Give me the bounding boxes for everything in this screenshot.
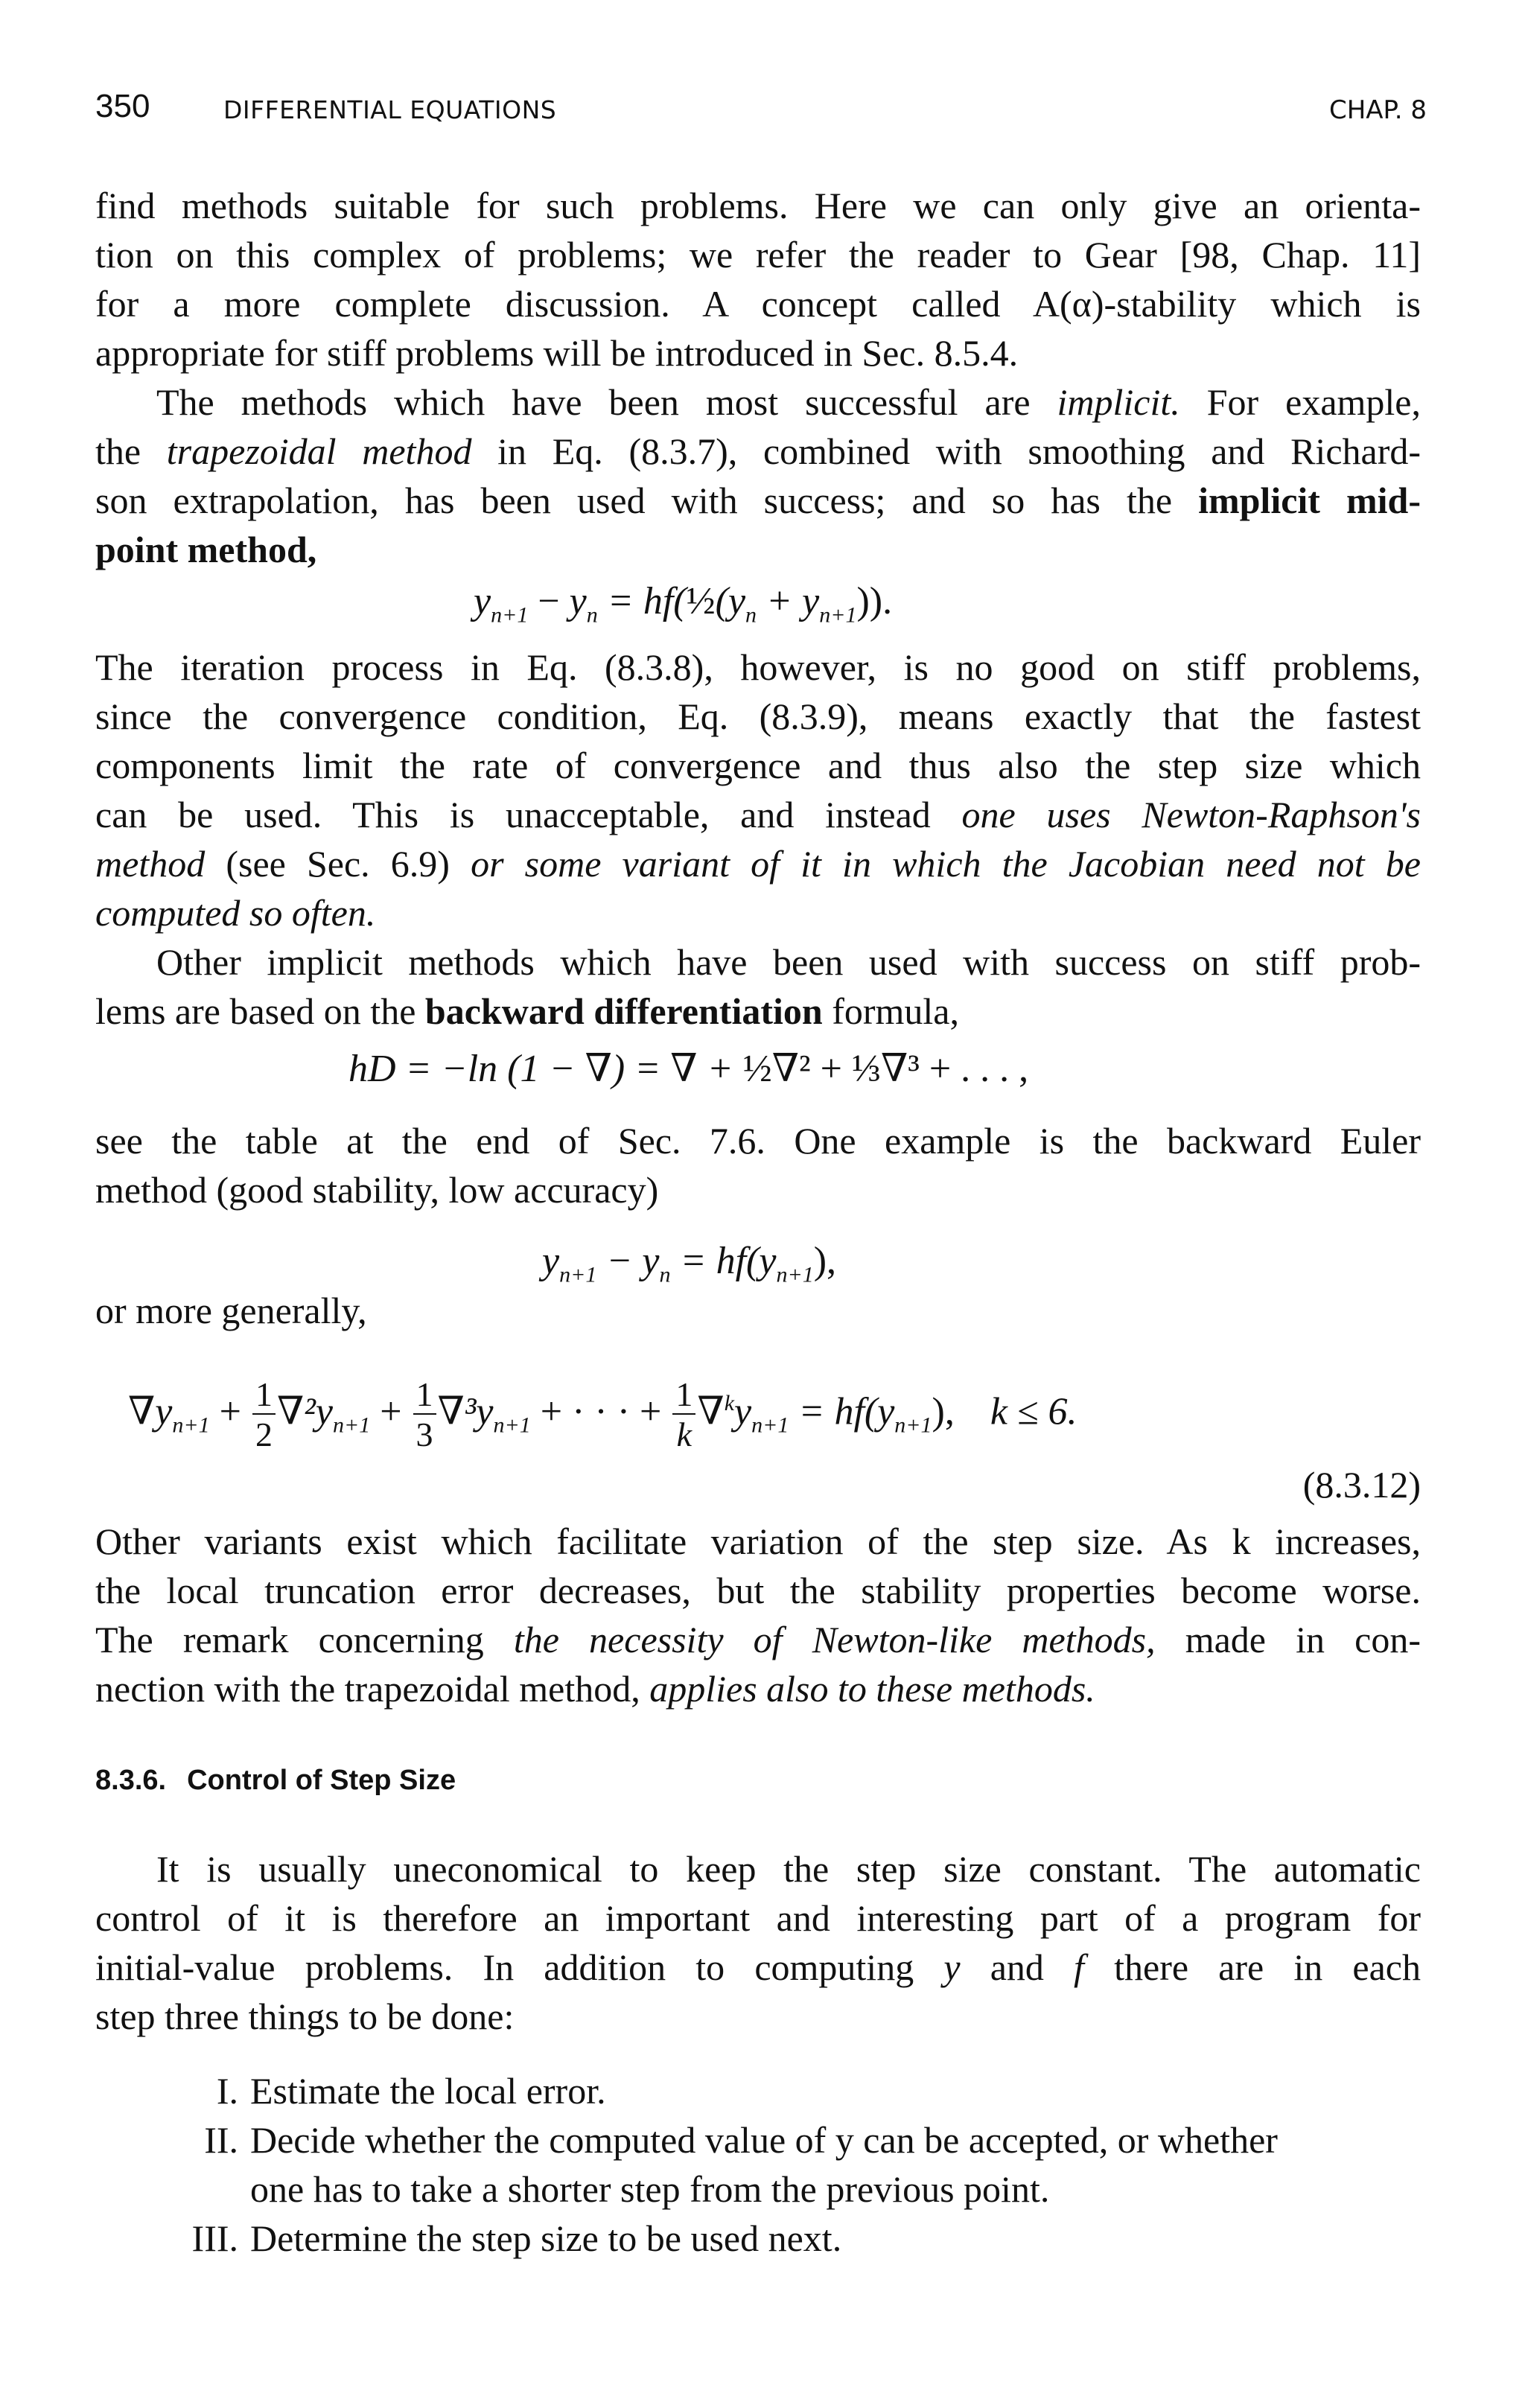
math-operator: )). xyxy=(856,580,893,622)
paragraph-line: appropriate for stiff problems will be introduced in Sec. 8.5.4. xyxy=(95,332,1019,374)
section-heading xyxy=(95,1762,456,1799)
equation-midpoint xyxy=(474,579,892,627)
list-number: II. xyxy=(204,2119,238,2161)
emphasis-text: the necessity of Newton-like methods, xyxy=(513,1619,1156,1660)
text-span: and xyxy=(960,1946,1074,1988)
chapter-label: CHAP. 8 xyxy=(1328,95,1427,125)
text-span: The methods which have been most successful are xyxy=(156,381,1057,423)
text-span: can be used. This is unacceptable, and instead xyxy=(95,794,962,835)
math-symbol: = hf(y xyxy=(789,1390,895,1433)
math-subscript: n+1 xyxy=(751,1412,789,1438)
math-subscript: n xyxy=(586,602,598,628)
paragraph-line xyxy=(95,1945,1421,1990)
paragraph-line: the local truncation error decreases, but the stability properties become worse. xyxy=(95,1570,1421,1611)
paragraph-line: The iteration process in Eq. (8.3.8), however, is no good on stiff problems, xyxy=(95,646,1421,688)
equation-backward-differentiation xyxy=(348,1047,1028,1095)
list-text: Estimate the local error. xyxy=(250,2070,606,2112)
fraction-denominator: k xyxy=(676,1415,693,1454)
text-span: (see Sec. 6.9) xyxy=(205,843,471,885)
math-subscript: n xyxy=(659,1262,671,1287)
paragraph-line: method (good stability, low accuracy) xyxy=(95,1169,659,1211)
math-symbol: y xyxy=(474,580,491,622)
text-span: nection with the trapezoidal method, xyxy=(95,1668,650,1710)
math-fraction: ⅓ xyxy=(851,1048,881,1090)
paragraph-line: Other implicit methods which have been used with success on stiff prob- xyxy=(156,941,1421,983)
paragraph-line: see the table at the end of Sec. 7.6. One example is the backward Euler xyxy=(95,1120,1421,1162)
text-span: the xyxy=(95,430,167,472)
fraction-numerator: 1 xyxy=(672,1377,695,1415)
math-symbol: ∇³y xyxy=(437,1390,494,1433)
text-span: The remark concerning xyxy=(95,1619,514,1660)
text-span: in Eq. (8.3.7), combined with smoothing and Richard- xyxy=(471,430,1421,472)
paragraph-line: find methods suitable for such problems. Here we can only give an orienta- xyxy=(95,185,1421,226)
section-number: 8.3.6. xyxy=(95,1765,167,1796)
paragraph-line: Other variants exist which facilitate variation of the step size. As k increases, xyxy=(95,1520,1421,1562)
emphasis-text: computed so often. xyxy=(95,892,376,934)
paragraph-line xyxy=(95,1617,1421,1662)
math-operator: + xyxy=(370,1390,412,1433)
emphasis-text: or some variant of it in which the Jacobian need not be xyxy=(471,843,1421,885)
equation-number: (8.3.12) xyxy=(1302,1464,1421,1506)
page-number: 350 xyxy=(95,88,150,124)
section-title: Control of Step Size xyxy=(187,1765,456,1796)
text-span: For example, xyxy=(1179,381,1421,423)
list-text: one has to take a shorter step from the previous point. xyxy=(250,2168,1050,2210)
paragraph-line: tion on this complex of problems; we refer the reader to Gear [98, Chap. 11] xyxy=(95,234,1421,275)
paragraph-line: components limit the rate of convergence and thus also the step size which xyxy=(95,745,1421,786)
emphasis-text: implicit. xyxy=(1057,381,1180,423)
paragraph-line xyxy=(156,380,1421,424)
emphasis-text: trapezoidal method xyxy=(166,430,472,472)
math-subscript: n+1 xyxy=(819,602,857,628)
math-subscript: n+1 xyxy=(493,1412,531,1438)
paragraph-line: for a more complete discussion. A concept called A(α)-stability which is xyxy=(95,283,1421,325)
emphasis-text: one uses Newton-Raphson's xyxy=(961,794,1421,835)
paragraph-line xyxy=(95,792,1421,837)
paragraph-line xyxy=(95,989,1421,1033)
paragraph-line: since the convergence condition, Eq. (8.3.9), means exactly that the fastest xyxy=(95,695,1421,737)
paragraph-line: step three things to be done: xyxy=(95,1995,515,2037)
emphasis-text: method xyxy=(95,843,206,885)
math-subscript: n+1 xyxy=(776,1262,814,1287)
text-span: lems are based on the xyxy=(95,990,425,1032)
equation-general xyxy=(128,1363,1077,1454)
text-span: formula, xyxy=(822,990,959,1032)
math-operator: − xyxy=(528,580,570,622)
math-operator: ), xyxy=(932,1390,955,1433)
text-span: there are in each xyxy=(1083,1946,1421,1988)
math-condition: k ≤ 6. xyxy=(990,1390,1077,1433)
math-subscript: n+1 xyxy=(172,1412,210,1438)
running-title: DIFFERENTIAL EQUATIONS xyxy=(223,95,557,124)
math-fraction: ½ xyxy=(686,580,716,622)
math-symbol: y xyxy=(569,580,587,622)
equation-backward-euler xyxy=(542,1239,836,1287)
fraction-numerator: 1 xyxy=(413,1377,436,1415)
math-symbol: y xyxy=(943,1946,961,1988)
list-number: III. xyxy=(191,2217,238,2259)
math-fraction: ½ xyxy=(742,1048,772,1090)
math-expression: ∇³ + . . . , xyxy=(880,1048,1029,1090)
math-symbol: − y xyxy=(596,1240,660,1282)
running-header xyxy=(95,88,1451,133)
paragraph-line: control of it is therefore an important and interesting part of a program for xyxy=(95,1897,1421,1939)
text-span: made in con- xyxy=(1155,1619,1421,1660)
paragraph-line xyxy=(95,429,1421,474)
list-number: I. xyxy=(216,2070,238,2112)
math-expression: hD = −ln (1 − ∇) = ∇ + xyxy=(348,1048,743,1090)
paragraph-line xyxy=(95,1666,1421,1711)
paragraph-line xyxy=(95,478,1421,523)
math-fraction xyxy=(413,1377,436,1452)
math-operator: ), xyxy=(813,1240,837,1282)
bold-term: point method, xyxy=(95,529,317,570)
math-symbol: ∇²y xyxy=(276,1390,333,1433)
math-expression: ∇² + xyxy=(771,1048,852,1090)
text-span: initial-value problems. In addition to computing xyxy=(95,1946,944,1988)
emphasis-text: applies also to these methods. xyxy=(649,1668,1095,1710)
fraction-numerator: 1 xyxy=(252,1377,276,1415)
text-span: son extrapolation, has been used with success; and so has the xyxy=(95,480,1199,521)
math-fraction xyxy=(252,1377,276,1452)
math-subscript: n+1 xyxy=(332,1412,371,1438)
math-symbol: y xyxy=(734,1390,752,1433)
math-symbol: y xyxy=(542,1240,560,1282)
math-subscript: n xyxy=(745,602,757,628)
math-symbol: ∇ xyxy=(697,1390,725,1433)
math-symbol: + y xyxy=(757,580,820,622)
math-operator: = hf( xyxy=(597,580,687,622)
math-superscript: k xyxy=(724,1391,735,1415)
math-fraction xyxy=(672,1377,695,1452)
math-symbol: f xyxy=(1074,1946,1084,1988)
math-subscript: n+1 xyxy=(894,1412,932,1438)
math-symbol: ∇y xyxy=(128,1390,173,1433)
bold-term: backward differentiation xyxy=(424,990,823,1032)
math-symbol: (y xyxy=(715,580,746,622)
paragraph-line: or more generally, xyxy=(95,1290,367,1331)
math-operator: + · · · + xyxy=(530,1390,672,1433)
fraction-denominator: 3 xyxy=(416,1415,433,1454)
fraction-denominator: 2 xyxy=(255,1415,273,1454)
list-text: Decide whether the computed value of y can be accepted, or whether xyxy=(250,2119,1278,2161)
math-symbol: = hf(y xyxy=(670,1240,777,1282)
math-subscript: n+1 xyxy=(491,602,529,628)
math-subscript: n+1 xyxy=(559,1262,597,1287)
list-text: Determine the step size to be used next. xyxy=(250,2217,842,2259)
math-operator: + xyxy=(209,1390,251,1433)
paragraph-line xyxy=(95,841,1421,886)
bold-term: implicit mid- xyxy=(1198,480,1421,521)
paragraph-line: It is usually uneconomical to keep the step size constant. The automatic xyxy=(156,1848,1421,1890)
